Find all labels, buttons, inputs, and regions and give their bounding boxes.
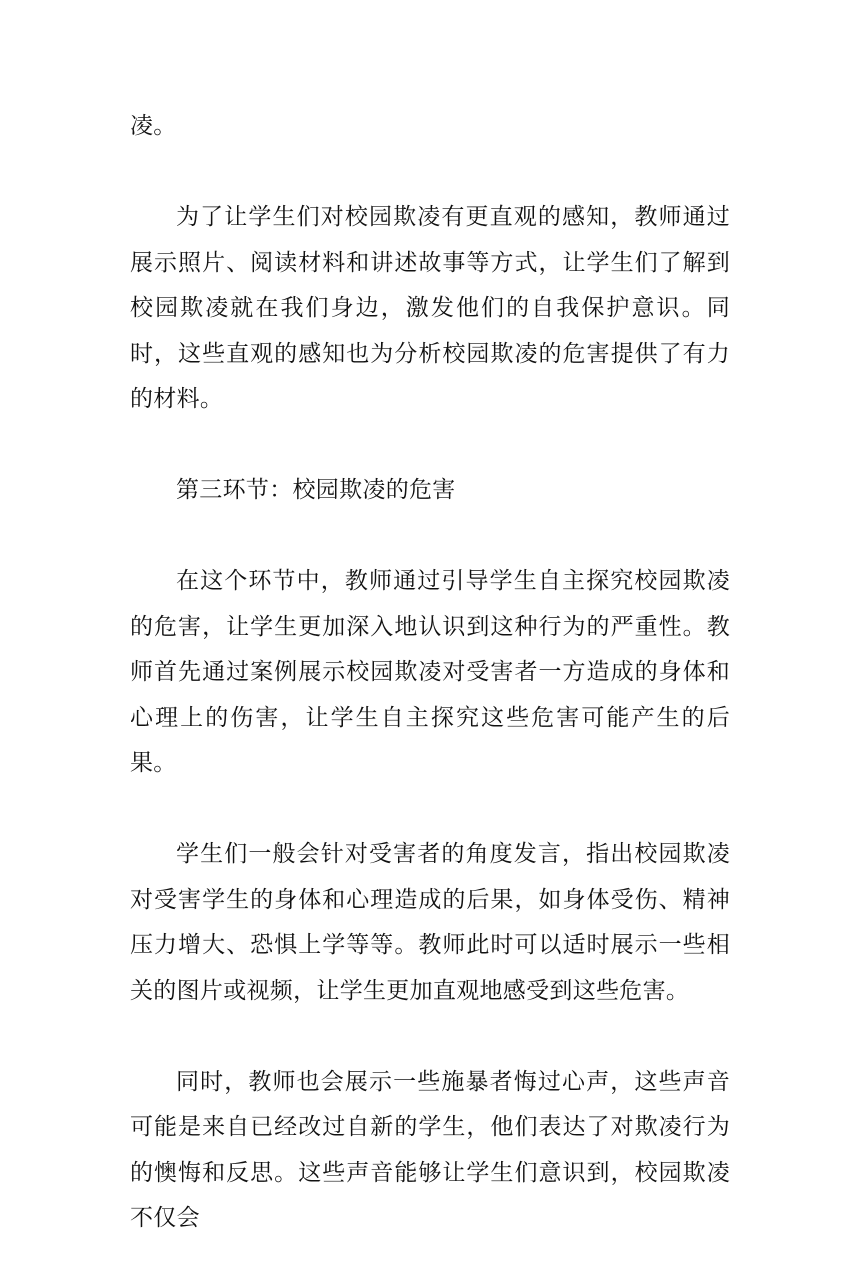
paragraph-perpetrator-voices: 同时，教师也会展示一些施暴者悔过心声，这些声音可能是来自已经改过自新的学生，他们表达了对欺凌行为的懊悔和反思。这些声音能够让学生们意识到，校园欺凌不仅会 <box>130 1068 730 1231</box>
document-page <box>130 104 730 1287</box>
paragraph-harm-intro: 在这个环节中，教师通过引导学生自主探究校园欺凌的危害，让学生更加深入地认识到这种行为的严重性。教师首先通过案例展示校园欺凌对受害者一方造成的身体和心理上的伤害，让学生自主探究这些危害可能产生的后果。 <box>130 568 730 776</box>
section-heading: 第三环节：校园欺凌的危害 <box>176 477 456 503</box>
paragraph-continuation: 凌。 <box>130 113 177 139</box>
paragraph-perception: 为了让学生们对校园欺凌有更直观的感知，教师通过展示照片、阅读材料和讲述故事等方式，让学生们了解到校园欺凌就在我们身边，激发他们的自我保护意识。同时，这些直观的感知也为分析校园欺凌的危害提供了有力的材料。 <box>130 204 730 412</box>
paragraph-student-views: 学生们一般会针对受害者的角度发言，指出校园欺凌对受害学生的身体和心理造成的后果，如身体受伤、精神压力增大、恐惧上学等等。教师此时可以适时展示一些相关的图片或视频，让学生更加直观地感受到这些危害。 <box>130 841 730 1004</box>
